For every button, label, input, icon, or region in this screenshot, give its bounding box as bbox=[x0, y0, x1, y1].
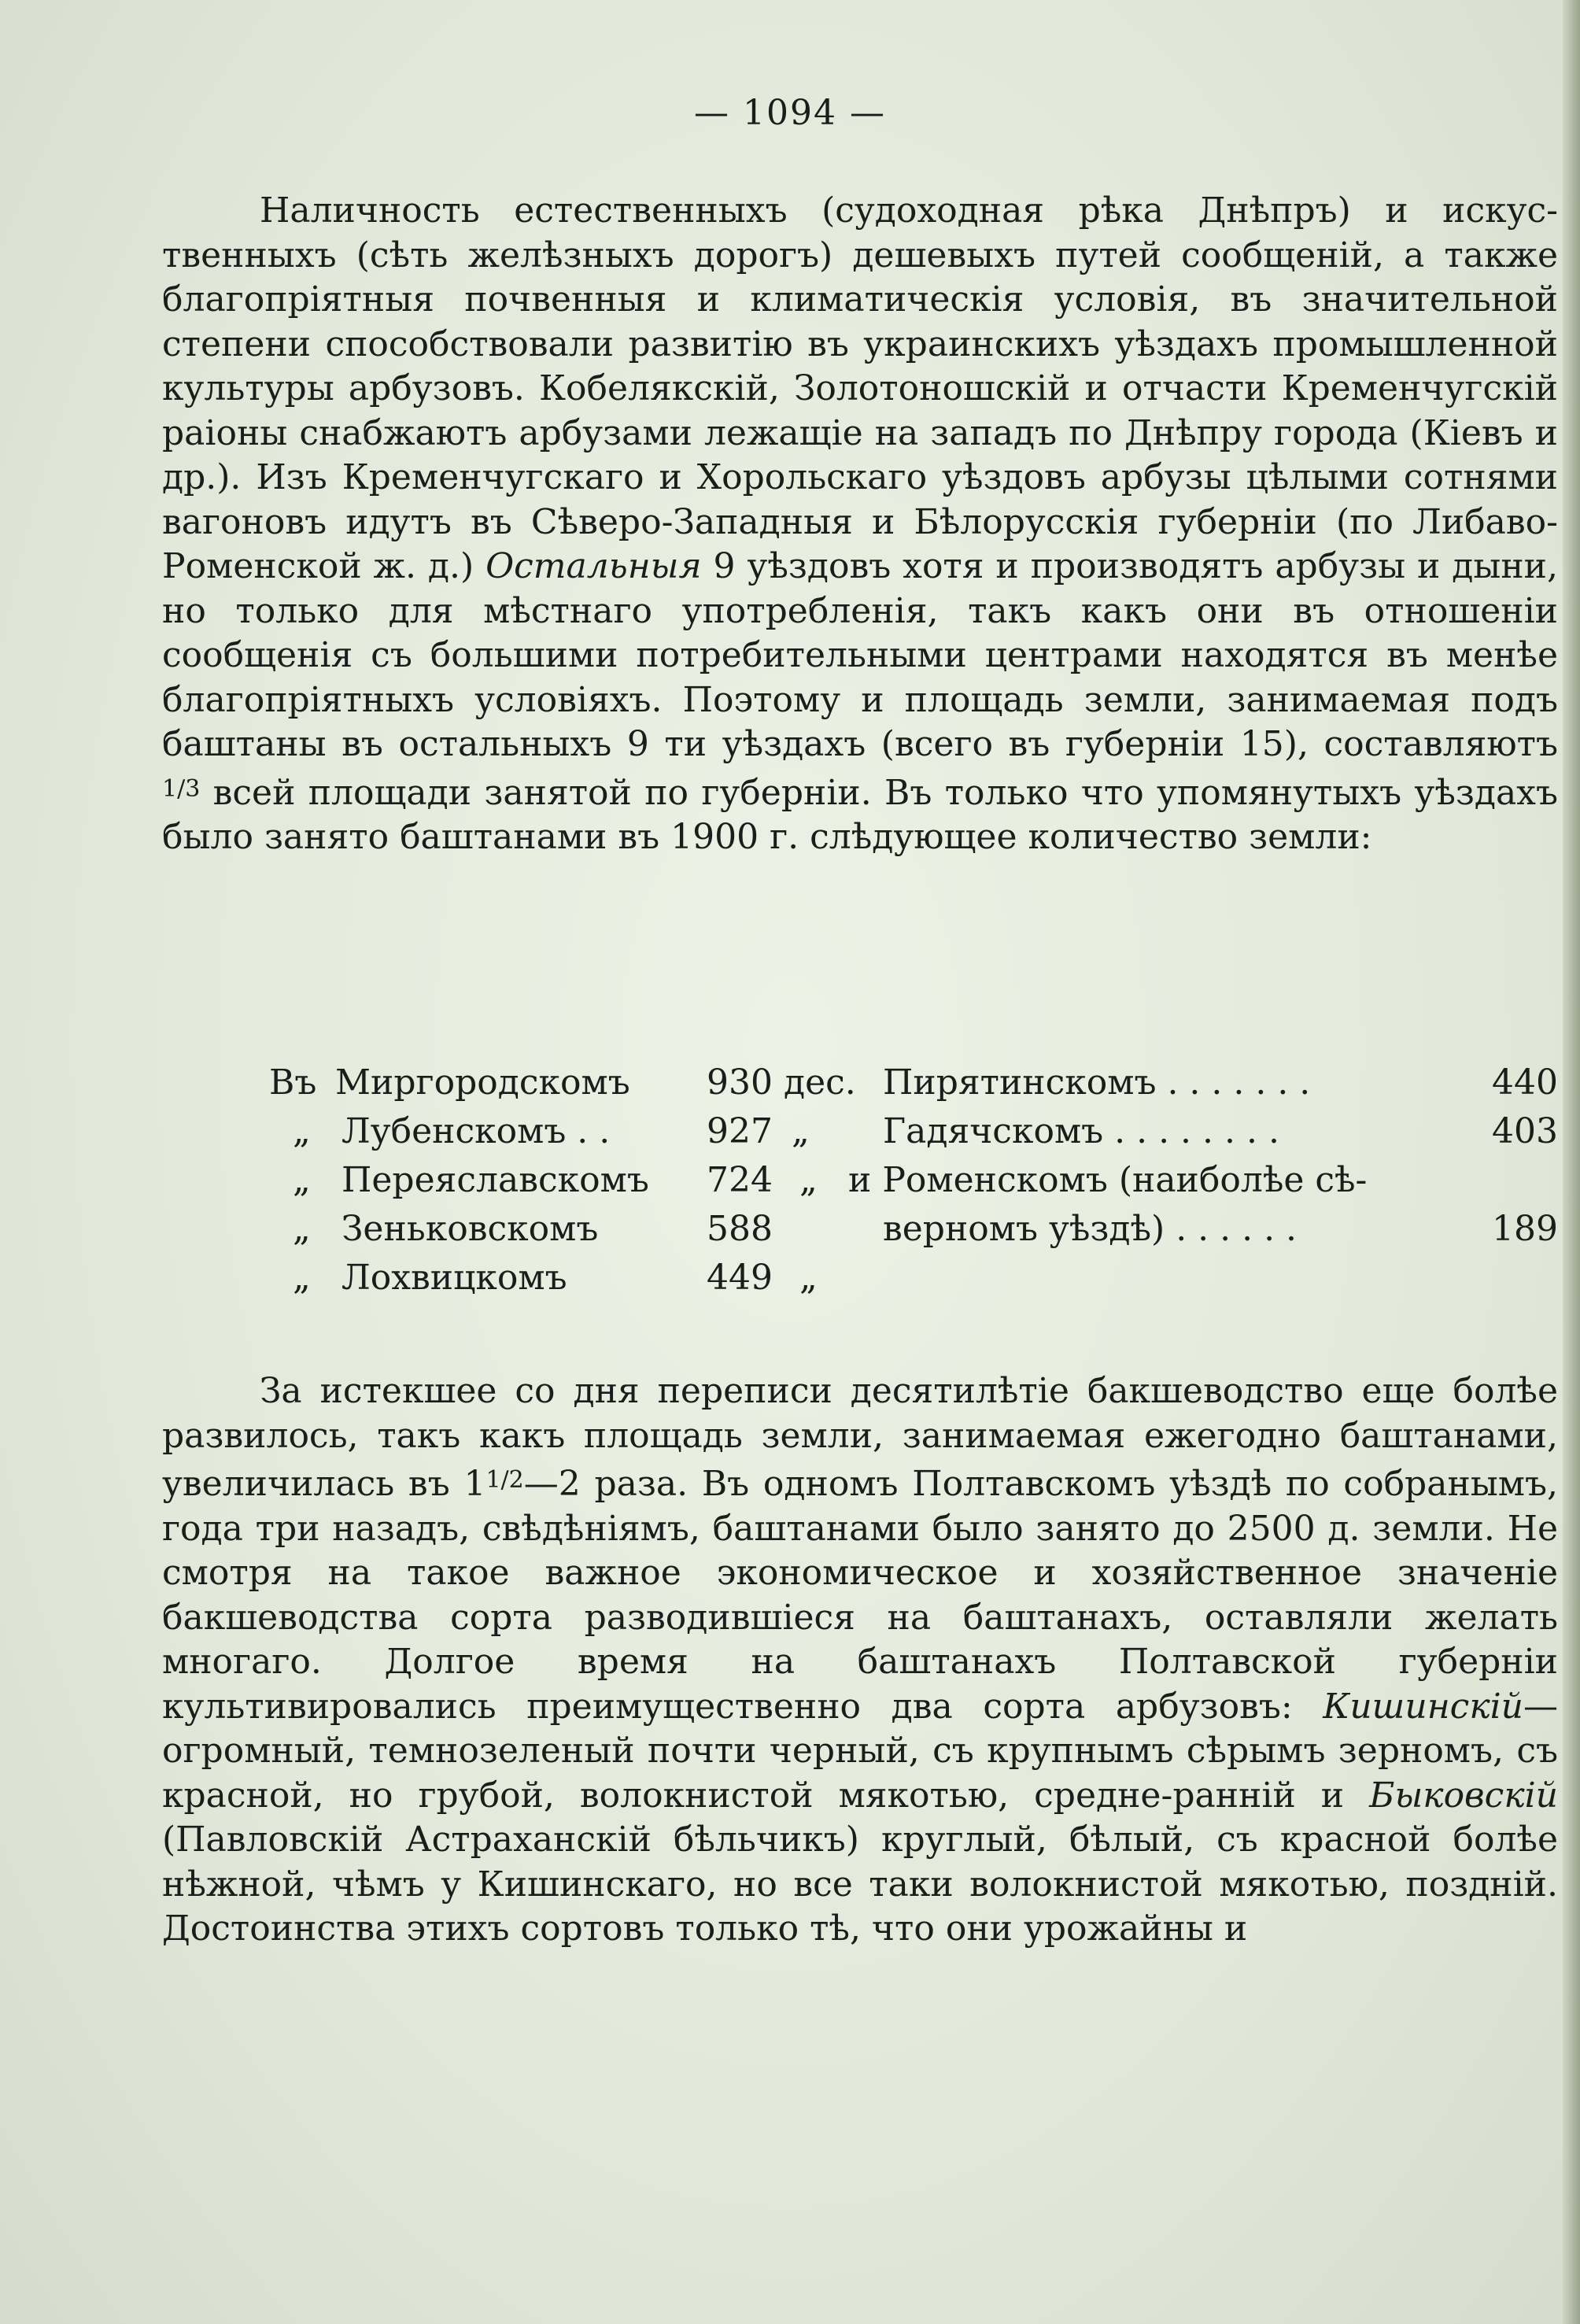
paragraph-1-text-c: всей площади занятой по губерніи. Въ только что упомянутыхъ уѣздахъ было занято баштанами въ 1900 г. слѣдующее количество земли: bbox=[162, 772, 1558, 858]
paragraph-2 bbox=[162, 1369, 1558, 1952]
row-prefix: „ bbox=[293, 1160, 311, 1200]
district-name: Миргородскомъ bbox=[335, 1062, 630, 1103]
district-name: Переяславскомъ bbox=[341, 1160, 649, 1200]
unit-label: дес. bbox=[784, 1062, 856, 1103]
table-row bbox=[162, 1062, 1558, 1111]
right-district-value: 440 bbox=[1492, 1062, 1558, 1103]
table-row bbox=[162, 1111, 1558, 1160]
district-name: Лубенскомъ . . bbox=[341, 1111, 611, 1151]
table-row bbox=[162, 1258, 1558, 1306]
table-row bbox=[162, 1160, 1558, 1209]
right-district-value: 189 bbox=[1492, 1209, 1558, 1249]
row-prefix: „ bbox=[293, 1111, 311, 1151]
unit-label: „ bbox=[799, 1160, 818, 1200]
paragraph-1-text-a: Наличность естественныхъ (судоходная рѣка Днѣпръ) и искуственныхъ (сѣть желѣзныхъ дорогъ) дешевыхъ путей сообщеній, а также благопріятныя почвенныя и климатическія условія, въ значительной степени способствовали развитію въ украинскихъ уѣздахъ промышленной культуры арбузовъ. Кобелякскій, Золотоношскій и отчасти Кременчугскій раіоны снабжаютъ арбузами лежащіе на западъ по Днѣпру города (Кіевъ и др.). Изъ Кременчугскаго и Хорольскаго уѣздовъ арбузы цѣлыми сотнями вагоновъ идутъ въ Сѣверо-Западныя и Бѣлорусскія губерніи (по Либаво-Роменской ж. д.) bbox=[162, 190, 1558, 586]
district-name: Зеньковскомъ bbox=[341, 1209, 599, 1249]
district-value: 588 bbox=[707, 1209, 773, 1249]
row-prefix: Въ bbox=[269, 1062, 317, 1103]
paragraph-2-text-a: За истекшее со дня переписи десятилѣтіе бакшеводство еще болѣе развилось, такъ какъ площадь земли, занимаемая ежегодно баштанами, увеличилась въ 1 bbox=[162, 1371, 1558, 1505]
fraction-one-third: 1/3 bbox=[162, 774, 201, 803]
right-district-name: Гадячскомъ . . . . . . . . bbox=[883, 1111, 1279, 1151]
row-prefix: „ bbox=[293, 1209, 311, 1249]
paragraph-1 bbox=[162, 189, 1558, 860]
page-edge-shadow bbox=[1563, 0, 1580, 2324]
page-number: — 1094 — bbox=[694, 93, 886, 133]
right-district-value: 403 bbox=[1492, 1111, 1558, 1151]
variety-name-bykovsky: Быковскій bbox=[1369, 1775, 1558, 1816]
district-value: 724 bbox=[707, 1160, 773, 1200]
paragraph-2-text-b: —2 раза. Въ одномъ Полтавскомъ уѣздѣ по собранымъ, года три назадъ, свѣдѣніямъ, баштанами было занято до 2500 д. земли. Не смотря на такое важное экономическое и хозяйственное значеніе бакшеводства сорта разводившіеся на баштанахъ, оставляли желать многаго. Долгое время на баштанахъ Полтавской губерніи культивировались преимущественно два сорта арбузовъ: bbox=[162, 1464, 1559, 1727]
row-prefix: „ bbox=[293, 1258, 311, 1298]
district-name: Лохвицкомъ bbox=[341, 1258, 567, 1298]
right-district-name: Пирятинскомъ . . . . . . . bbox=[883, 1062, 1311, 1103]
district-value: 927 bbox=[707, 1111, 773, 1151]
paragraph-1-text-b: 9 уѣздовъ хотя и производятъ арбузы и дыни, но только для мѣстнаго употребленія, такъ какъ они въ отношеніи сообщенія съ большими потребительными центрами находятся въ менѣе благопріятныхъ условіяхъ. Поэтому и площадь земли, занимаемая подъ баштаны въ остальныхъ 9 ти уѣздахъ (всего въ губерніи 15), составляютъ bbox=[162, 546, 1558, 764]
paragraph-2-text-d: (Павловскій Астраханскій бѣльчикъ) круглый, бѣлый, съ красной болѣе нѣжной, чѣмъ у Кишинскаго, но все таки волокнистой мякотью, поздній. Достоинства этихъ сортовъ только тѣ, что они урожайны и bbox=[162, 1820, 1558, 1949]
right-district-name: и Роменскомъ (наиболѣе сѣ- bbox=[848, 1160, 1368, 1200]
district-table bbox=[162, 1062, 1558, 1306]
fraction-one-half: 1/2 bbox=[485, 1466, 524, 1494]
unit-label: „ bbox=[792, 1111, 810, 1151]
paragraph-1-italic: Остальныя bbox=[485, 546, 702, 586]
paragraph-2-text-c: —огромный, темнозеленый почти черный, съ крупнымъ сѣрымъ зерномъ, съ красной, но грубой, волокнистой мякотью, средне-ранній и bbox=[162, 1686, 1558, 1816]
unit-label: „ bbox=[799, 1258, 818, 1298]
table-row bbox=[162, 1209, 1558, 1258]
right-district-name: верномъ уѣздѣ) . . . . . . bbox=[883, 1209, 1298, 1249]
district-value: 449 bbox=[707, 1258, 773, 1298]
district-value: 930 bbox=[707, 1062, 773, 1103]
variety-name-kishinsky: Кишинскій bbox=[1323, 1686, 1523, 1727]
